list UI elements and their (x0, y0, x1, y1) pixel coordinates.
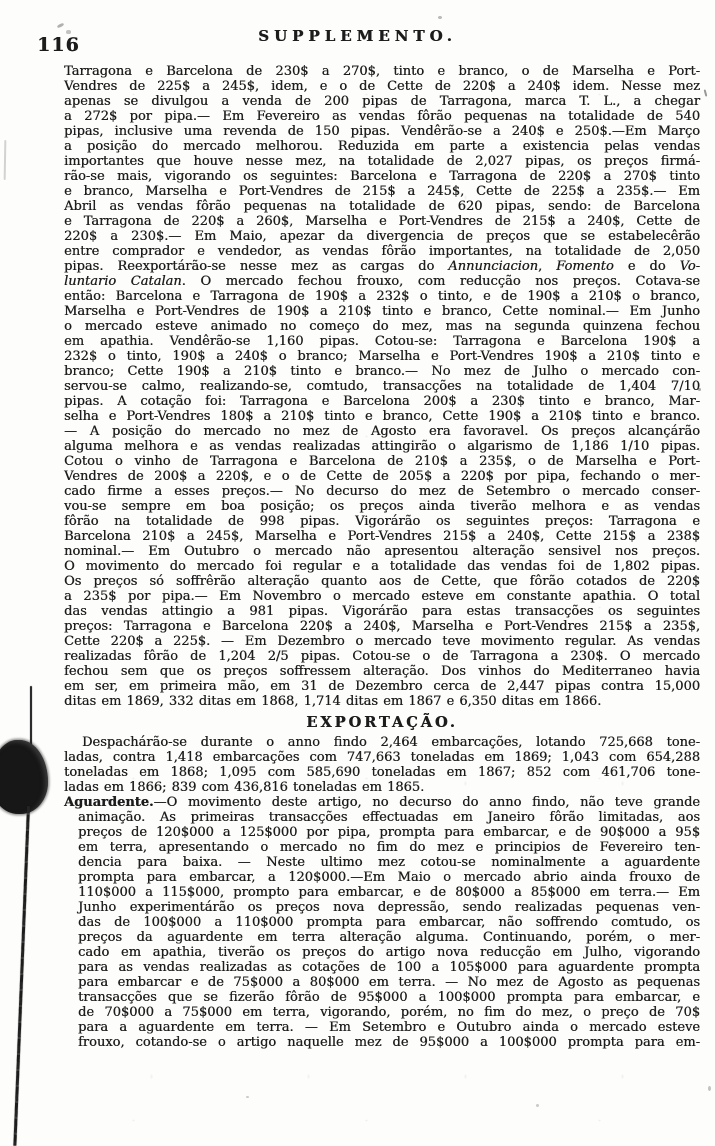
text-line: luntario Catalan. O mercado fechou frouxo, com reducção nos preços. Cotava-se (64, 274, 700, 289)
text-line: branco; Cette 190$ a 210$ tinto e branco.— No mez de Julho o mercado con- (64, 364, 700, 379)
paragraph-aguardente (64, 795, 700, 1050)
text-line: pipas, inclusive uma revenda de 150 pipas. Vendêrão-se a 240$ e 250$.—Em Março (64, 124, 700, 139)
text-line: em apathia. Vendêrão-se 1,160 pipas. Cotou-se: Tarragona e Barcelona 190$ a (64, 334, 700, 349)
text-line: toneladas em 1868; 1,095 com 585,690 toneladas em 1867; 852 com 461,706 tone- (64, 765, 700, 780)
text-line: servou-se calmo, realizando-se, comtudo, transacções na totalidade de 1,404 7/10 (64, 379, 700, 394)
text-line: importantes que houve nesse mez, na totalidade de 2,027 pipas, os preços firmá- (64, 154, 700, 169)
text-line: para as vendas realizadas as cotações de 100 a 105$000 para aguardente prompta (78, 960, 700, 975)
text-line: Cette 220$ a 225$. — Em Dezembro o mercado teve movimento regular. As vendas (64, 634, 700, 649)
text-line: preços de 120$000 a 125$000 por pipa, prompta para embarcar, e de 90$000 a 95$ (78, 825, 700, 840)
text-line: para a aguardente em terra. — Em Setembro e Outubro ainda o mercado esteve (78, 1020, 700, 1035)
ink-blot-artifact (0, 740, 48, 814)
text-line: 220$ a 230$.— Em Maio, apezar da divergencia de preços que se estabelecêrão (64, 229, 700, 244)
text-line: Tarragona e Barcelona de 230$ a 270$, tinto e branco, o de Marselha e Port- (64, 64, 700, 79)
text-line: alguma melhora e as vendas realizadas attingirão o algarismo de 1,186 1/10 pipas. (64, 439, 700, 454)
text-line: pipas. Reexportárão-se nesse mez as cargas do Annunciacion, Fomento e do Vo- (64, 259, 700, 274)
text-line: das vendas attingio a 981 pipas. Vigorárão para estas transacções os seguintes (64, 604, 700, 619)
running-head-title: SUPPLEMENTO. (258, 27, 457, 45)
scan-speck (708, 1086, 711, 1091)
text-line: animação. As primeiras transacções effectuadas em Janeiro fôrão limitadas, aos (78, 810, 700, 825)
text-line: O movimento do mercado foi regular e a totalidade das vendas foi de 1,802 pipas. (64, 559, 700, 574)
text-line: Barcelona 210$ a 245$, Marselha e Port-Vendres 215$ a 240$, Cette 215$ a 238$ (64, 529, 700, 544)
text-line: Despachárão-se durante o anno findo 2,464 embarcações, lotando 725,668 tone- (82, 735, 700, 750)
page-number: 116 (37, 34, 80, 56)
text-line: 232$ o tinto, 190$ a 240$ o branco; Marselha e Port-Vendres 190$ a 210$ tinto e (64, 349, 700, 364)
text-line: em terra, apresentando o mercado no fim do mez e principios de Fevereiro ten- (78, 840, 700, 855)
scan-speck (536, 1104, 539, 1107)
text-line: Vendres de 200$ a 220$, e o de Cette de 205$ a 220$ por pipa, fechando o mer- (64, 469, 700, 484)
text-line: Abril as vendas fôrão pequenas na totalidade de 620 pipas, sendo: de Barcelona (64, 199, 700, 214)
text-line: e Tarragona de 220$ a 260$, Marselha e Port-Vendres de 215$ a 240$, Cette de (64, 214, 700, 229)
text-line: a 272$ por pipa.— Em Fevereiro as vendas fôrão pequenas na totalidade de 540 (64, 109, 700, 124)
text-line: Junho experimentárão os preços nova depressão, sendo realizadas pequenas ven- (78, 900, 700, 915)
text-line: a posição do mercado melhorou. Reduzida em parte a existencia pelas vendas (64, 139, 700, 154)
text-line: ditas em 1869, 332 ditas em 1868, 1,714 ditas em 1867 e 6,350 ditas em 1866. (64, 694, 602, 709)
paragraph-wine-market (64, 64, 700, 709)
text-line: — A posição do mercado no mez de Agosto era favoravel. Os preços alcançárão (64, 424, 700, 439)
text-line: preços: Tarragona e Barcelona 220$ a 240$, Marselha e Port-Vendres 215$ a 235$, (64, 619, 700, 634)
text-line: fechou sem que os preços soffressem alteração. Dos vinhos do Mediterraneo havia (64, 664, 700, 679)
text-line: nominal.— Em Outubro o mercado não apresentou alteração sensivel nos preços. (64, 544, 700, 559)
text-line: vou-se sempre em boa posição; os preços ainda tiverão melhora e as vendas (64, 499, 700, 514)
paragraph-shipping-totals (64, 735, 700, 795)
text-line: entre comprador e vendedor, as vendas fôrão importantes, na totalidade de 2,050 (64, 244, 700, 259)
text-line: de 70$000 a 75$000 em terra, vigorando, porém, no fim do mez, o preço de 70$ (78, 1005, 700, 1020)
text-line: a 235$ por pipa.— Em Novembro o mercado esteve em constante apathia. O total (64, 589, 700, 604)
binding-crease-artifact (30, 686, 32, 748)
text-line: dencia para baixa. — Neste ultimo mez cotou-se nominalmente a aguardente (78, 855, 700, 870)
text-line: Vendres de 225$ a 245$, idem, e o de Cette de 220$ a 240$ idem. Nesse mez (64, 79, 700, 94)
text-line: cado firme a esses preços.— No decurso do mez de Setembro o mercado conser- (64, 484, 700, 499)
text-line: ladas, contra 1,418 embarcações com 747,663 toneladas em 1869; 1,043 com 654,288 (64, 750, 700, 765)
text-line: selha e Port-Vendres 180$ a 210$ tinto e branco, Cette 190$ a 210$ tinto e branco. (64, 409, 700, 424)
text-line: ladas em 1866; 839 com 436,816 toneladas em 1865. (64, 780, 425, 795)
text-line: Marselha e Port-Vendres de 190$ a 210$ tinto e branco, Cette nominal.— Em Junho (64, 304, 700, 319)
text-line: Cotou o vinho de Tarragona e Barcelona de 210$ a 235$, o de Marselha e Port- (64, 454, 700, 469)
scan-speck (438, 16, 442, 19)
text-line: cado em apathia, tiverão os preços do artigo nova reducção em Julho, vigorando (78, 945, 700, 960)
text-line: então: Barcelona e Tarragona de 190$ a 232$ o tinto, e de 190$ a 210$ o branco, (64, 289, 700, 304)
scan-speck (4, 140, 7, 180)
text-line: frouxo, cotando-se o artigo naquelle mez de 95$000 a 100$000 prompta para em- (78, 1035, 700, 1050)
text-line: Aguardente.—O movimento deste artigo, no decurso do anno findo, não teve grande (64, 795, 700, 810)
text-line: realizadas fôrão de 1,204 2/5 pipas. Cotou-se o de Tarragona a 230$. O mercado (64, 649, 700, 664)
text-line: transacções que se fizerão fôrão de 95$000 a 100$000 prompta para embarcar, e (78, 990, 700, 1005)
text-block (64, 64, 700, 1050)
text-line: prompta para embarcar, a 120$000.—Em Maio o mercado abrio ainda frouxo de (78, 870, 700, 885)
text-line: das de 100$000 a 110$000 prompta para embarcar, não soffrendo comtudo, os (78, 915, 700, 930)
scan-speck (704, 89, 708, 96)
text-line: Os preços só soffrêrão alteração quanto aos de Cette, que fôrão cotados de 220$ (64, 574, 700, 589)
text-line: fôrão na totalidade de 998 pipas. Vigorárão os seguintes preços: Tarragona e (64, 514, 700, 529)
text-line: o mercado esteve animado no começo do mez, mas na segunda quinzena fechou (64, 319, 700, 334)
text-line: pipas. A cotação foi: Tarragona e Barcelona 200$ a 230$ tinto e branco, Mar- (64, 394, 700, 409)
text-line: em ser, em primeira mão, em 31 de Dezembro cerca de 2,447 pipas contra 15,000 (64, 679, 700, 694)
text-line: 110$000 a 115$000, prompto para embarcar, e de 80$000 a 85$000 em terra.— Em (78, 885, 700, 900)
text-line: preços da aguardente em terra alteração alguma. Continuando, porém, o mer- (78, 930, 700, 945)
section-heading-exportacao: EXPORTAÇÃO. (306, 714, 458, 731)
binding-crease-artifact (13, 806, 29, 1146)
text-line: rão-se mais, vigorando os seguintes: Barcelona e Tarragona de 220$ a 270$ tinto (64, 169, 700, 184)
scan-speck (246, 1096, 249, 1098)
text-line: e branco, Marselha e Port-Vendres de 215$ a 245$, Cette de 225$ a 235$.— Em (64, 184, 700, 199)
text-line: para embarcar e de 75$000 a 80$000 em terra. — No mez de Agosto as pequenas (78, 975, 700, 990)
text-line: apenas se divulgou a venda de 200 pipas de Tarragona, marca T. L., a chegar (64, 94, 700, 109)
